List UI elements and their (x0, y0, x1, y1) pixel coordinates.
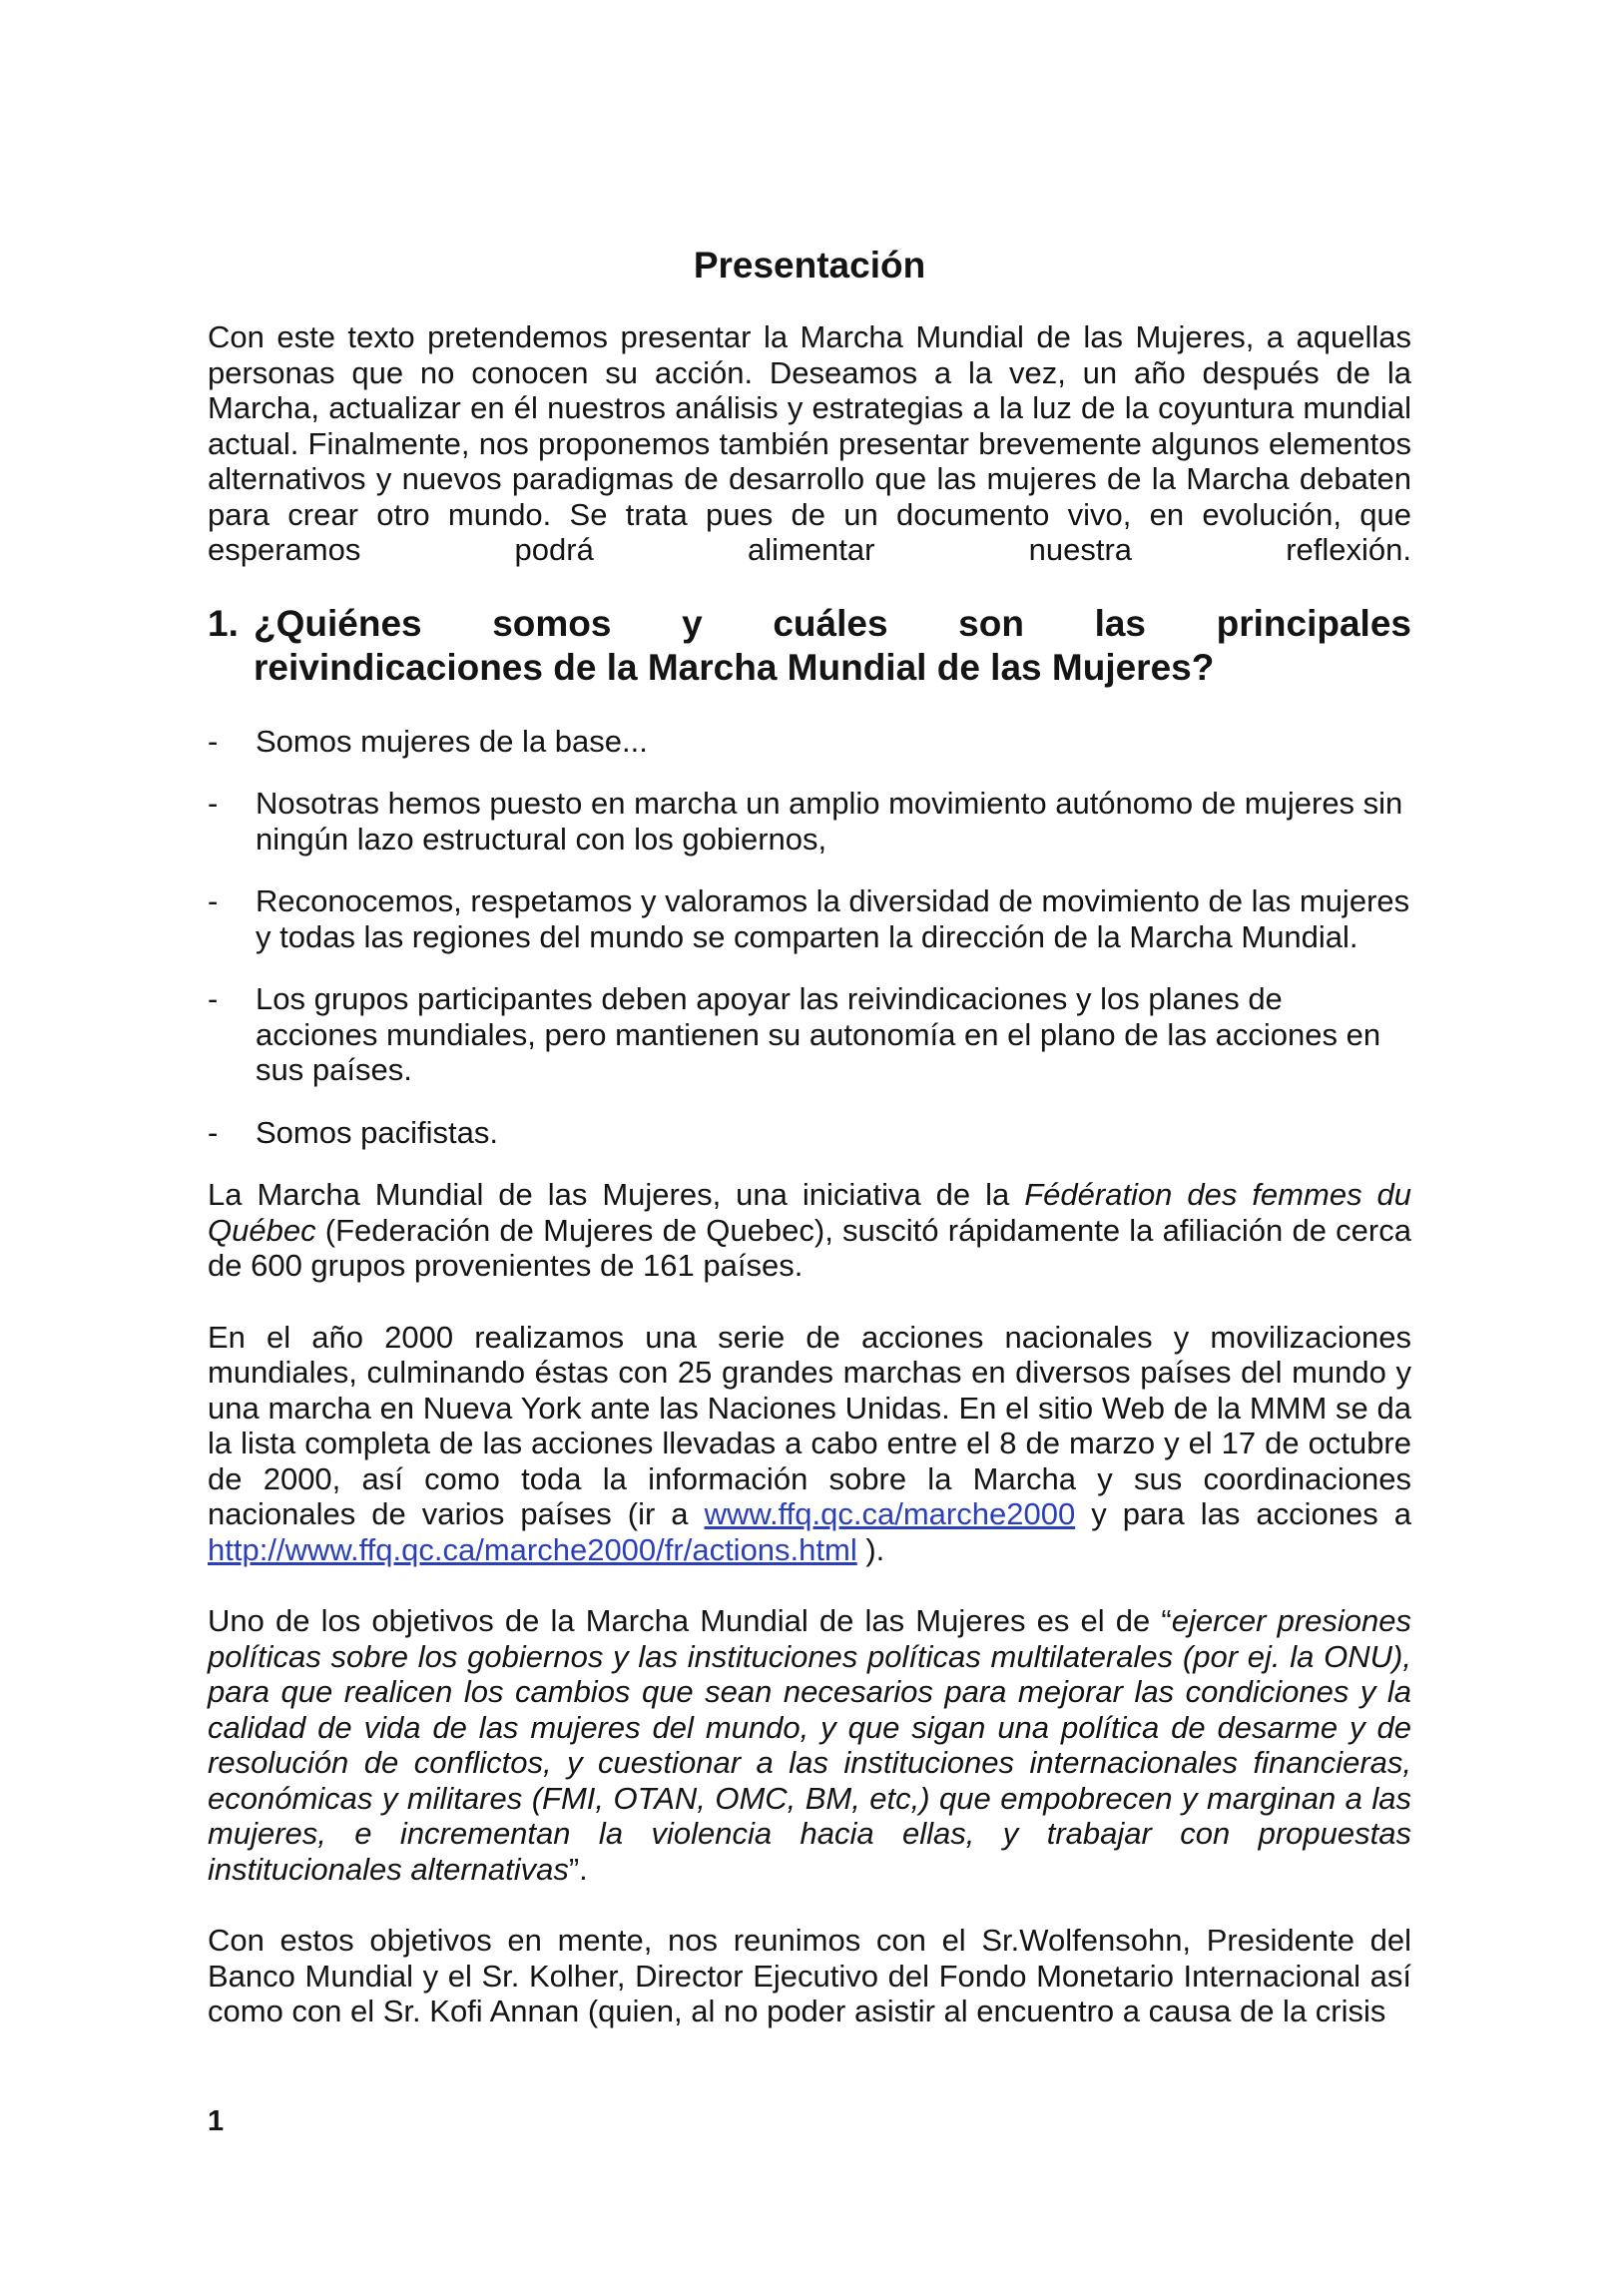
meeting-paragraph: Con estos objetivos en mente, nos reunimos con el Sr.Wolfensohn, Presidente del Banco Mundial y el Sr. Kolher, Director Ejecutivo del Fondo Monetario Internacional así como con el Sr. Kofi Annan (quien, al no poder asistir al encuentro a causa de la crisis (208, 1923, 1411, 2028)
year-2000-paragraph-end: ). (856, 1531, 885, 1567)
page-title: Presentación (693, 245, 926, 286)
list-item-text: Somos pacifistas. (256, 1114, 498, 1150)
ffq-paragraph (208, 1177, 1411, 1284)
year-2000-paragraph-start: En el año 2000 realizamos una serie de acciones nacionales y movilizaciones mundiales, culminando éstas con 25 grandes marchas en diversos países del mundo y una marcha en Nueva York ante las Naciones Unidas. En el sitio Web de la MMM se da la lista completa de las acciones llevadas a cabo entre el 8 de marzo y el 17 de octubre de 2000, así como toda la información sobre la Marcha y sus coordinaciones nacionales de varios países (ir a (208, 1319, 1411, 1531)
objectives-paragraph-start: Uno de los objetivos de la Marcha Mundial de las Mujeres es el de “ (208, 1603, 1172, 1638)
objectives-paragraph-end: ”. (568, 1851, 588, 1887)
list-item-text: Nosotras hemos puesto en marcha un amplio movimiento autónomo de mujeres sin ningún lazo estructural con los gobiernos, (256, 786, 1403, 857)
bullet-dash: - (208, 883, 219, 918)
list-item (208, 724, 1411, 760)
list-item (208, 1115, 1411, 1151)
year-2000-paragraph-middle: y para las acciones a (1075, 1496, 1411, 1531)
section-1-heading-line-1: ¿Quiénes somos y cuáles son las principales (254, 602, 1411, 644)
page-number: 1 (208, 2105, 225, 2137)
intro-paragraph: Con este texto pretendemos presentar la Marcha Mundial de las Mujeres, a aquellas personas que no conocen su acción. Deseamos a la vez, un año después de la Marcha, actualizar en él nuestros análisis y estrategias a la luz de la coyuntura mundial actual. Finalmente, nos proponemos también presentar brevemente algunos elementos alternativos y nuevos paradigmas de desarrollo que las mujeres de la Marcha debaten para crear otro mundo. Se trata pues de un documento vivo, en evolución, que esperamos podrá alimentar nuestra reflexión. (208, 319, 1411, 567)
section-1-heading-text (254, 602, 1411, 690)
section-1-heading (208, 602, 1411, 690)
ffq-paragraph-italic: Fédération des femmes du Québec (208, 1177, 1412, 1248)
list-item-text: Somos mujeres de la base... (256, 723, 648, 759)
list-item-text: Reconocemos, respetamos y valoramos la diversidad de movimiento de las mujeres y todas las regiones del mundo se comparten la dirección de la Marcha Mundial. (256, 883, 1410, 954)
year-2000-paragraph (208, 1320, 1411, 1568)
section-1-heading-line-2: reivindicaciones de la Marcha Mundial de las Mujeres? (254, 646, 1215, 688)
ffq-paragraph-end: (Federación de Mujeres de Quebec), suscitó rápidamente la afiliación de cerca de 600 grupos provenientes de 161 países. (208, 1212, 1411, 1283)
bullet-dash: - (208, 786, 219, 821)
objectives-paragraph-italic: ejercer presiones políticas sobre los gobiernos y las instituciones políticas multilaterales (por ej. la ONU), para que realicen los cambios que sean necesarios para mejorar las condiciones y la calidad de vida de las mujeres del mundo, y que sigan una política de desarme y de resolución de conflictos, y cuestionar a las instituciones internacionales financieras, económicas y militares (FMI, OTAN, OMC, BM, etc,) que empobrecen y marginan a las mujeres, e incrementan la violencia hacia ellas, y trabajar con propuestas institucionales alternativas (208, 1603, 1412, 1887)
ffq-paragraph-start: La Marcha Mundial de las Mujeres, una iniciativa de la (208, 1177, 1025, 1212)
list-item (208, 786, 1411, 857)
actions-link[interactable]: http://www.ffq.qc.ca/marche2000/fr/actions.html (208, 1531, 857, 1567)
document-body (208, 244, 1411, 2029)
marche2000-link[interactable]: www.ffq.qc.ca/marche2000 (704, 1496, 1076, 1531)
list-item-text: Los grupos participantes deben apoyar las reivindicaciones y los planes de acciones mundiales, pero mantienen su autonomía en el plano de las acciones en sus países. (256, 981, 1381, 1087)
list-item (208, 883, 1411, 954)
list-item (208, 981, 1411, 1088)
bullet-dash: - (208, 981, 219, 1016)
section-1-number: 1. (208, 602, 239, 644)
objectives-paragraph (208, 1603, 1411, 1887)
bullet-dash: - (208, 1114, 219, 1150)
section-1-bullet-list (208, 724, 1411, 1151)
bullet-dash: - (208, 723, 219, 759)
